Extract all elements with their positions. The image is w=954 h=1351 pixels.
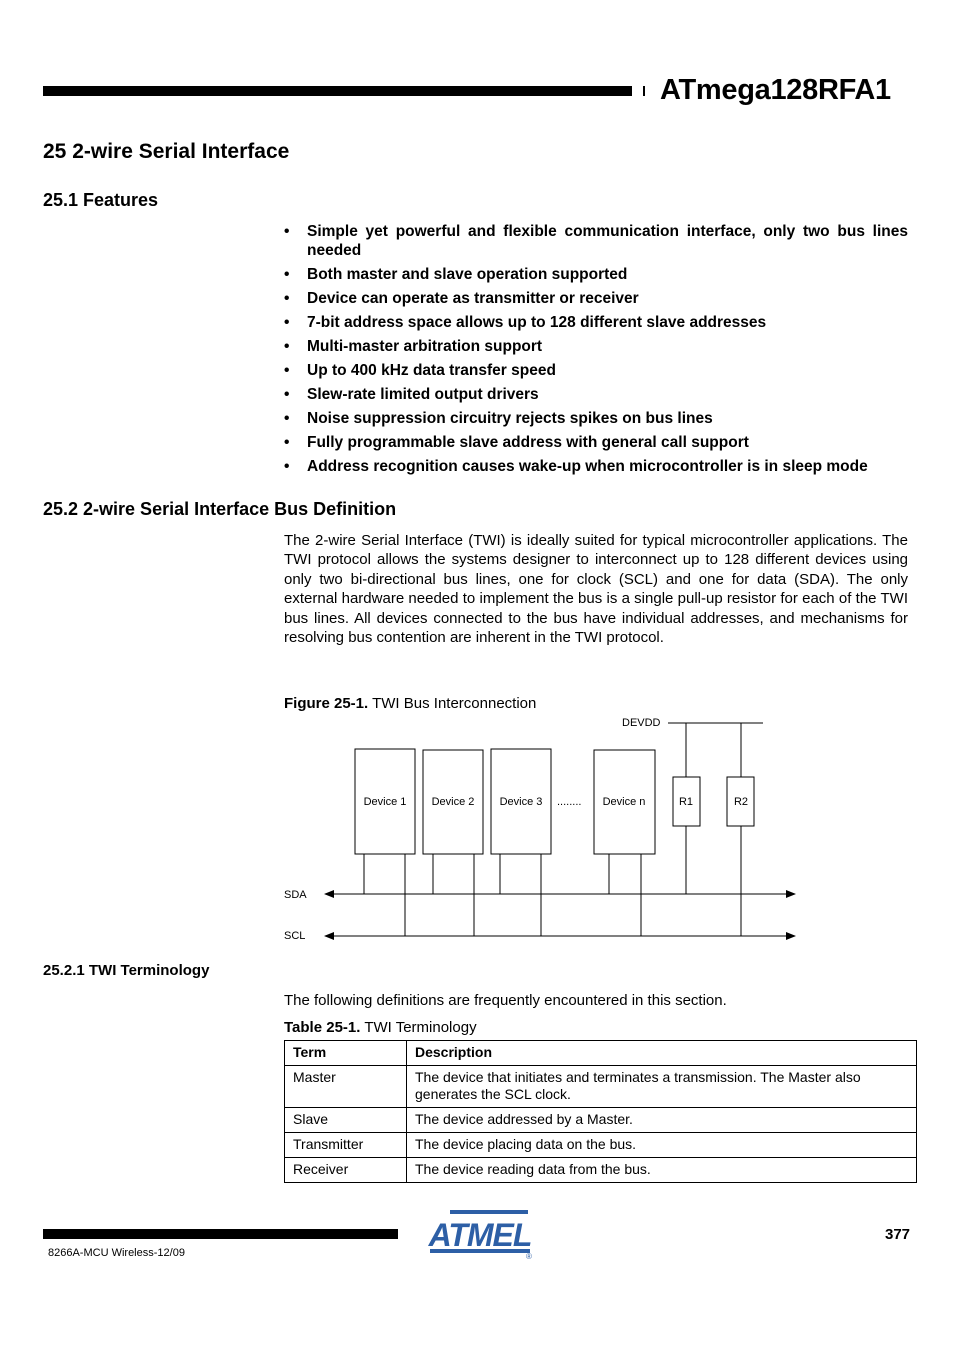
footer-doc-id: 8266A-MCU Wireless-12/09	[48, 1247, 185, 1259]
twi-terminology-table	[284, 1040, 917, 1183]
list-item: • Up to 400 kHz data transfer speed	[284, 362, 556, 379]
page-number: 377	[885, 1226, 911, 1243]
atmel-logo	[428, 1210, 536, 1260]
device-3-label: Device 3	[499, 796, 543, 808]
bullet-icon: •	[284, 290, 290, 307]
table-cell-description: The device reading data from the bus.	[407, 1158, 917, 1183]
table-cell-term: Slave	[285, 1108, 407, 1133]
table-header-row	[285, 1041, 917, 1066]
terminology-intro: The following definitions are frequently encountered in this section.	[284, 992, 727, 1009]
table-cell-description: The device placing data on the bus.	[407, 1133, 917, 1158]
scl-label: SCL	[284, 930, 306, 942]
header-rule	[43, 86, 632, 96]
bullet-icon: •	[284, 434, 290, 451]
bullet-icon: •	[284, 266, 290, 283]
table-row	[285, 1108, 917, 1133]
table-cell-description: The device that initiates and terminates a transmission. The Master also generates the SCL clock.	[407, 1066, 917, 1108]
column-header-term: Term	[285, 1041, 407, 1066]
list-item: • Fully programmable slave address with general call support	[284, 434, 749, 451]
r1-label: R1	[678, 796, 694, 808]
logo-text: ATMEL	[428, 1217, 532, 1253]
table-label: Table 25-1.	[284, 1019, 361, 1036]
column-header-description: Description	[407, 1041, 917, 1066]
table-cell-term: Receiver	[285, 1158, 407, 1183]
bullet-icon: •	[284, 223, 290, 240]
table-row	[285, 1066, 917, 1108]
bullet-icon: •	[284, 362, 290, 379]
device-1-label: Device 1	[363, 796, 407, 808]
list-item: • Simple yet powerful and flexible communication interface, only two bus lines needed	[284, 223, 908, 259]
figure-label: Figure 25-1.	[284, 695, 369, 712]
section-title: 25 2-wire Serial Interface	[43, 140, 290, 163]
terminology-heading: 25.2.1 TWI Terminology	[43, 962, 210, 979]
list-item: • 7-bit address space allows up to 128 different slave addresses	[284, 314, 767, 331]
list-item: • Noise suppression circuitry rejects spikes on bus lines	[284, 410, 713, 427]
device-n-label: Device n	[602, 796, 646, 808]
bullet-icon: •	[284, 314, 290, 331]
table-title: TWI Terminology	[364, 1019, 477, 1036]
r2-label: R2	[733, 796, 749, 808]
table-row	[285, 1158, 917, 1183]
bus-definition-paragraph: The 2-wire Serial Interface (TWI) is ideally suited for typical microcontroller applications. The TWI protocol allows the systems designer to interconnect up to 128 different devices using only two bi-directional bus lines, one for clock (SCL) and one for data (SDA). The only external hardware needed to implement the bus is a single pull-up resistor for each of the TWI bus lines. All devices connected to the bus have individual addresses, and mechanisms for resolving bus contention are inherent in the TWI protocol.	[284, 532, 908, 647]
twi-bus-diagram	[280, 710, 810, 950]
header-rule-tick	[643, 86, 645, 96]
bus-definition-heading: 25.2 2-wire Serial Interface Bus Definition	[43, 499, 397, 519]
devdd-label: DEVDD	[622, 717, 661, 729]
footer-rule	[43, 1229, 398, 1239]
features-list	[284, 222, 908, 481]
bullet-icon: •	[284, 386, 290, 403]
list-item: • Both master and slave operation supported	[284, 266, 628, 283]
table-caption	[284, 1019, 477, 1036]
bullet-icon: •	[284, 410, 290, 427]
list-item: • Device can operate as transmitter or receiver	[284, 290, 639, 307]
device-2-label: Device 2	[431, 796, 475, 808]
table-cell-term: Transmitter	[285, 1133, 407, 1158]
registered-mark: ®	[526, 1252, 532, 1260]
bullet-icon: •	[284, 458, 290, 475]
table-cell-description: The device addressed by a Master.	[407, 1108, 917, 1133]
ellipsis-label: ........	[557, 796, 582, 808]
list-item: • Address recognition causes wake-up when microcontroller is in sleep mode	[284, 458, 868, 475]
bullet-icon: •	[284, 338, 290, 355]
document-title: ATmega128RFA1	[660, 74, 891, 106]
table-row	[285, 1133, 917, 1158]
features-heading: 25.1 Features	[43, 190, 159, 210]
figure-title: TWI Bus Interconnection	[372, 695, 537, 712]
list-item: • Multi-master arbitration support	[284, 338, 543, 355]
list-item: • Slew-rate limited output drivers	[284, 386, 539, 403]
table-cell-term: Master	[285, 1066, 407, 1108]
sda-label: SDA	[284, 889, 307, 901]
